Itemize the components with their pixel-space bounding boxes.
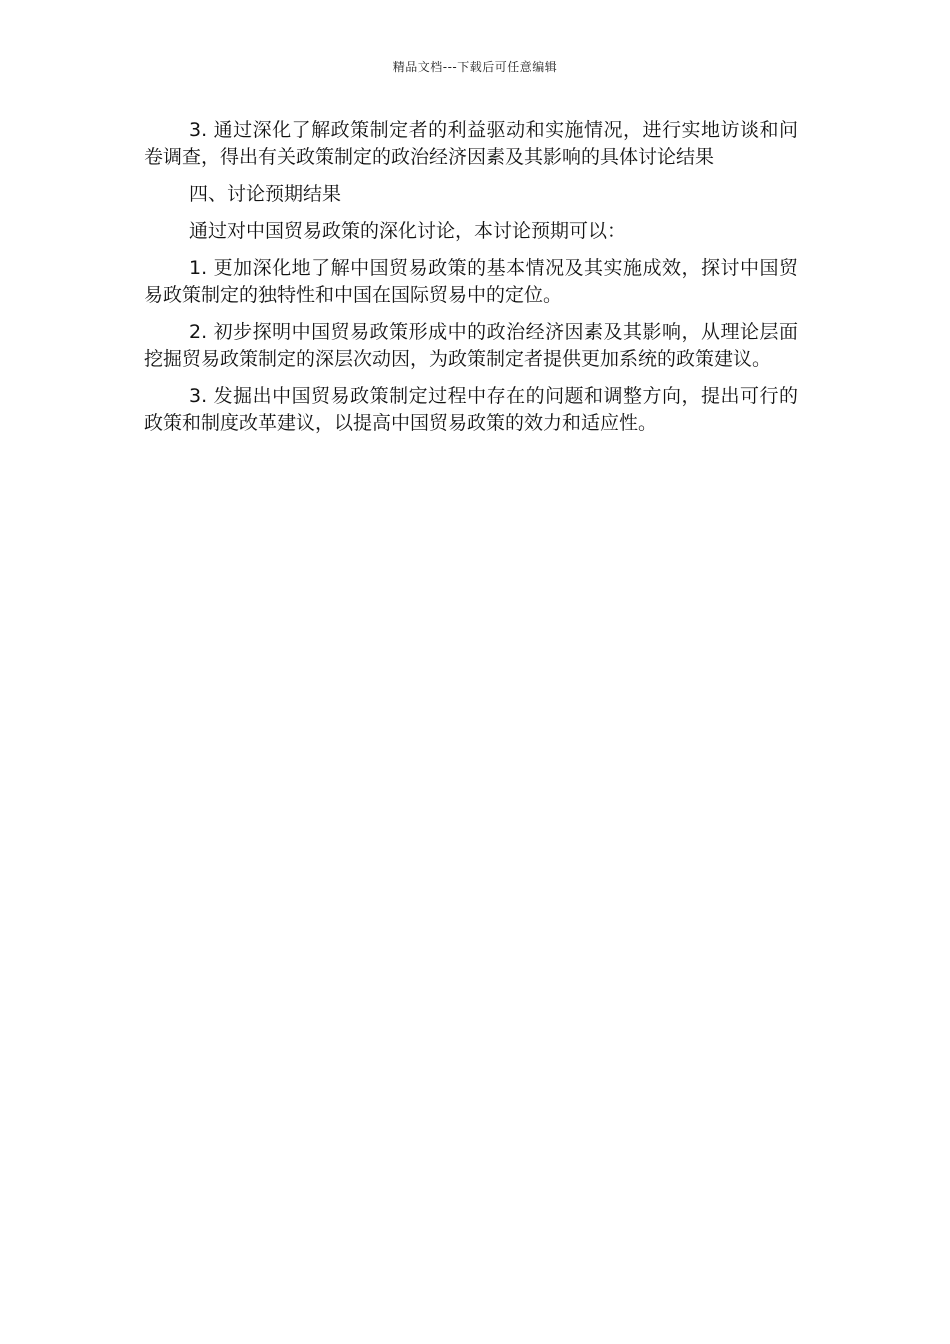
document-body (144, 117, 798, 447)
page-header: 精品文档---下载后可任意编辑 (392, 60, 558, 74)
paragraph-intro: 通过对中国贸易政策的深化讨论，本讨论预期可以： (189, 220, 627, 242)
paragraph-result-1: 1. 更加深化地了解中国贸易政策的基本情况及其实施成效，探讨中国贸易政策制定的独特性和中国在国际贸易中的定位。 (144, 257, 798, 306)
paragraph-method-3: 3. 通过深化了解政策制定者的利益驱动和实施情况，进行实地访谈和问卷调查，得出有关政策制定的政治经济因素及其影响的具体讨论结果 (144, 119, 798, 168)
section-heading-expected-results: 四、讨论预期结果 (189, 183, 342, 205)
paragraph-result-2: 2. 初步探明中国贸易政策形成中的政治经济因素及其影响，从理论层面挖掘贸易政策制定的深层次动因，为政策制定者提供更加系统的政策建议。 (144, 321, 798, 370)
paragraph-result-3: 3. 发掘出中国贸易政策制定过程中存在的问题和调整方向，提出可行的政策和制度改革建议，以提高中国贸易政策的效力和适应性。 (144, 385, 798, 434)
